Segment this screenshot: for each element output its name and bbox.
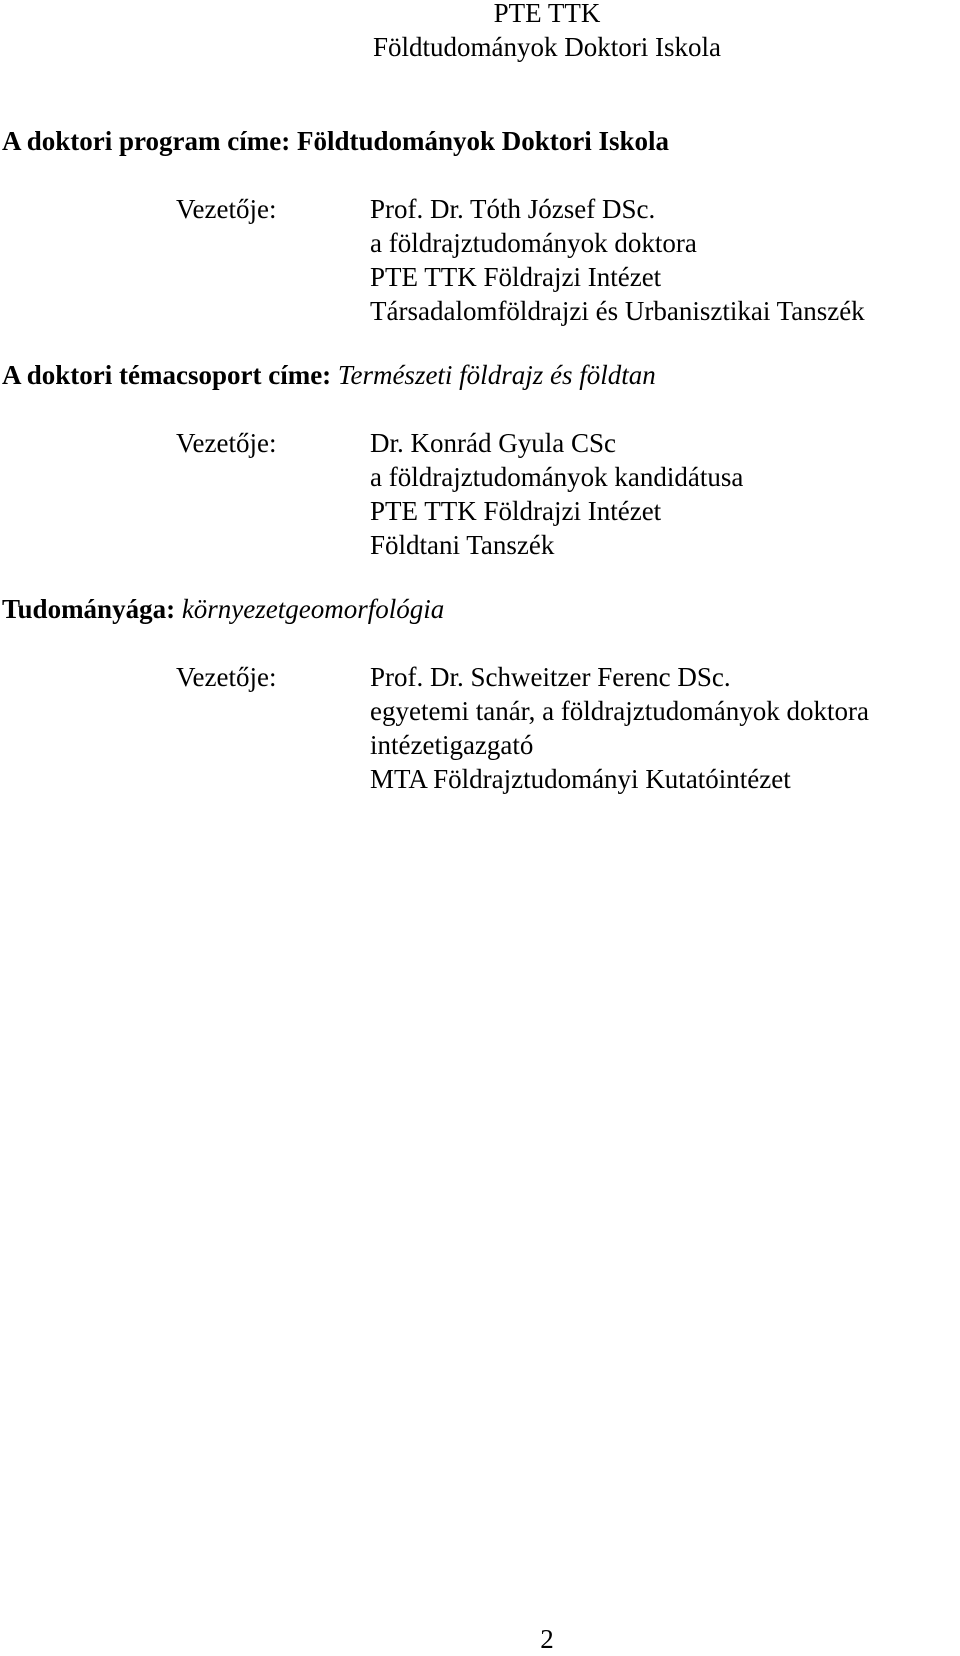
- topic-group-label: A doktori témacsoport címe:: [2, 360, 332, 390]
- page-number: 2: [540, 1624, 554, 1654]
- branch-leader-label: Vezetője:: [176, 662, 277, 692]
- program-title-label: A doktori program címe:: [2, 126, 291, 156]
- topic-group-leader-label: Vezetője:: [176, 428, 277, 458]
- topic-group-leader-name: Dr. Konrád Gyula CSc: [370, 428, 616, 458]
- header-line-1: PTE TTK: [493, 0, 601, 28]
- branch-leader-institute: MTA Földrajztudományi Kutatóintézet: [370, 764, 791, 794]
- branch-leader-position: egyetemi tanár, a földrajztudományok doktora: [370, 696, 869, 726]
- header-line-2: Földtudományok Doktori Iskola: [373, 32, 721, 62]
- branch-leader-role: intézetigazgató: [370, 730, 534, 760]
- program-leader-name: Prof. Dr. Tóth József DSc.: [370, 194, 656, 224]
- topic-group-leader-degree: a földrajztudományok kandidátusa: [370, 462, 744, 492]
- branch-title: [2, 592, 444, 626]
- topic-group-leader-institute: PTE TTK Földrajzi Intézet: [370, 496, 662, 526]
- topic-group-leader-department: Földtani Tanszék: [370, 530, 555, 560]
- program-title: [2, 124, 669, 158]
- program-leader-institute: PTE TTK Földrajzi Intézet: [370, 262, 662, 292]
- program-leader-department: Társadalomföldrajzi és Urbanisztikai Tanszék: [370, 296, 865, 326]
- program-leader-label: Vezetője:: [176, 194, 277, 224]
- program-leader-degree: a földrajztudományok doktora: [370, 228, 697, 258]
- branch-label: Tudományága:: [2, 594, 176, 624]
- branch-leader-name: Prof. Dr. Schweitzer Ferenc DSc.: [370, 662, 731, 692]
- topic-group-title: [2, 358, 656, 392]
- program-title-value: Földtudományok Doktori Iskola: [296, 126, 670, 156]
- topic-group-value: Természeti földrajz és földtan: [337, 360, 656, 390]
- branch-value: környezetgeomorfológia: [181, 594, 445, 624]
